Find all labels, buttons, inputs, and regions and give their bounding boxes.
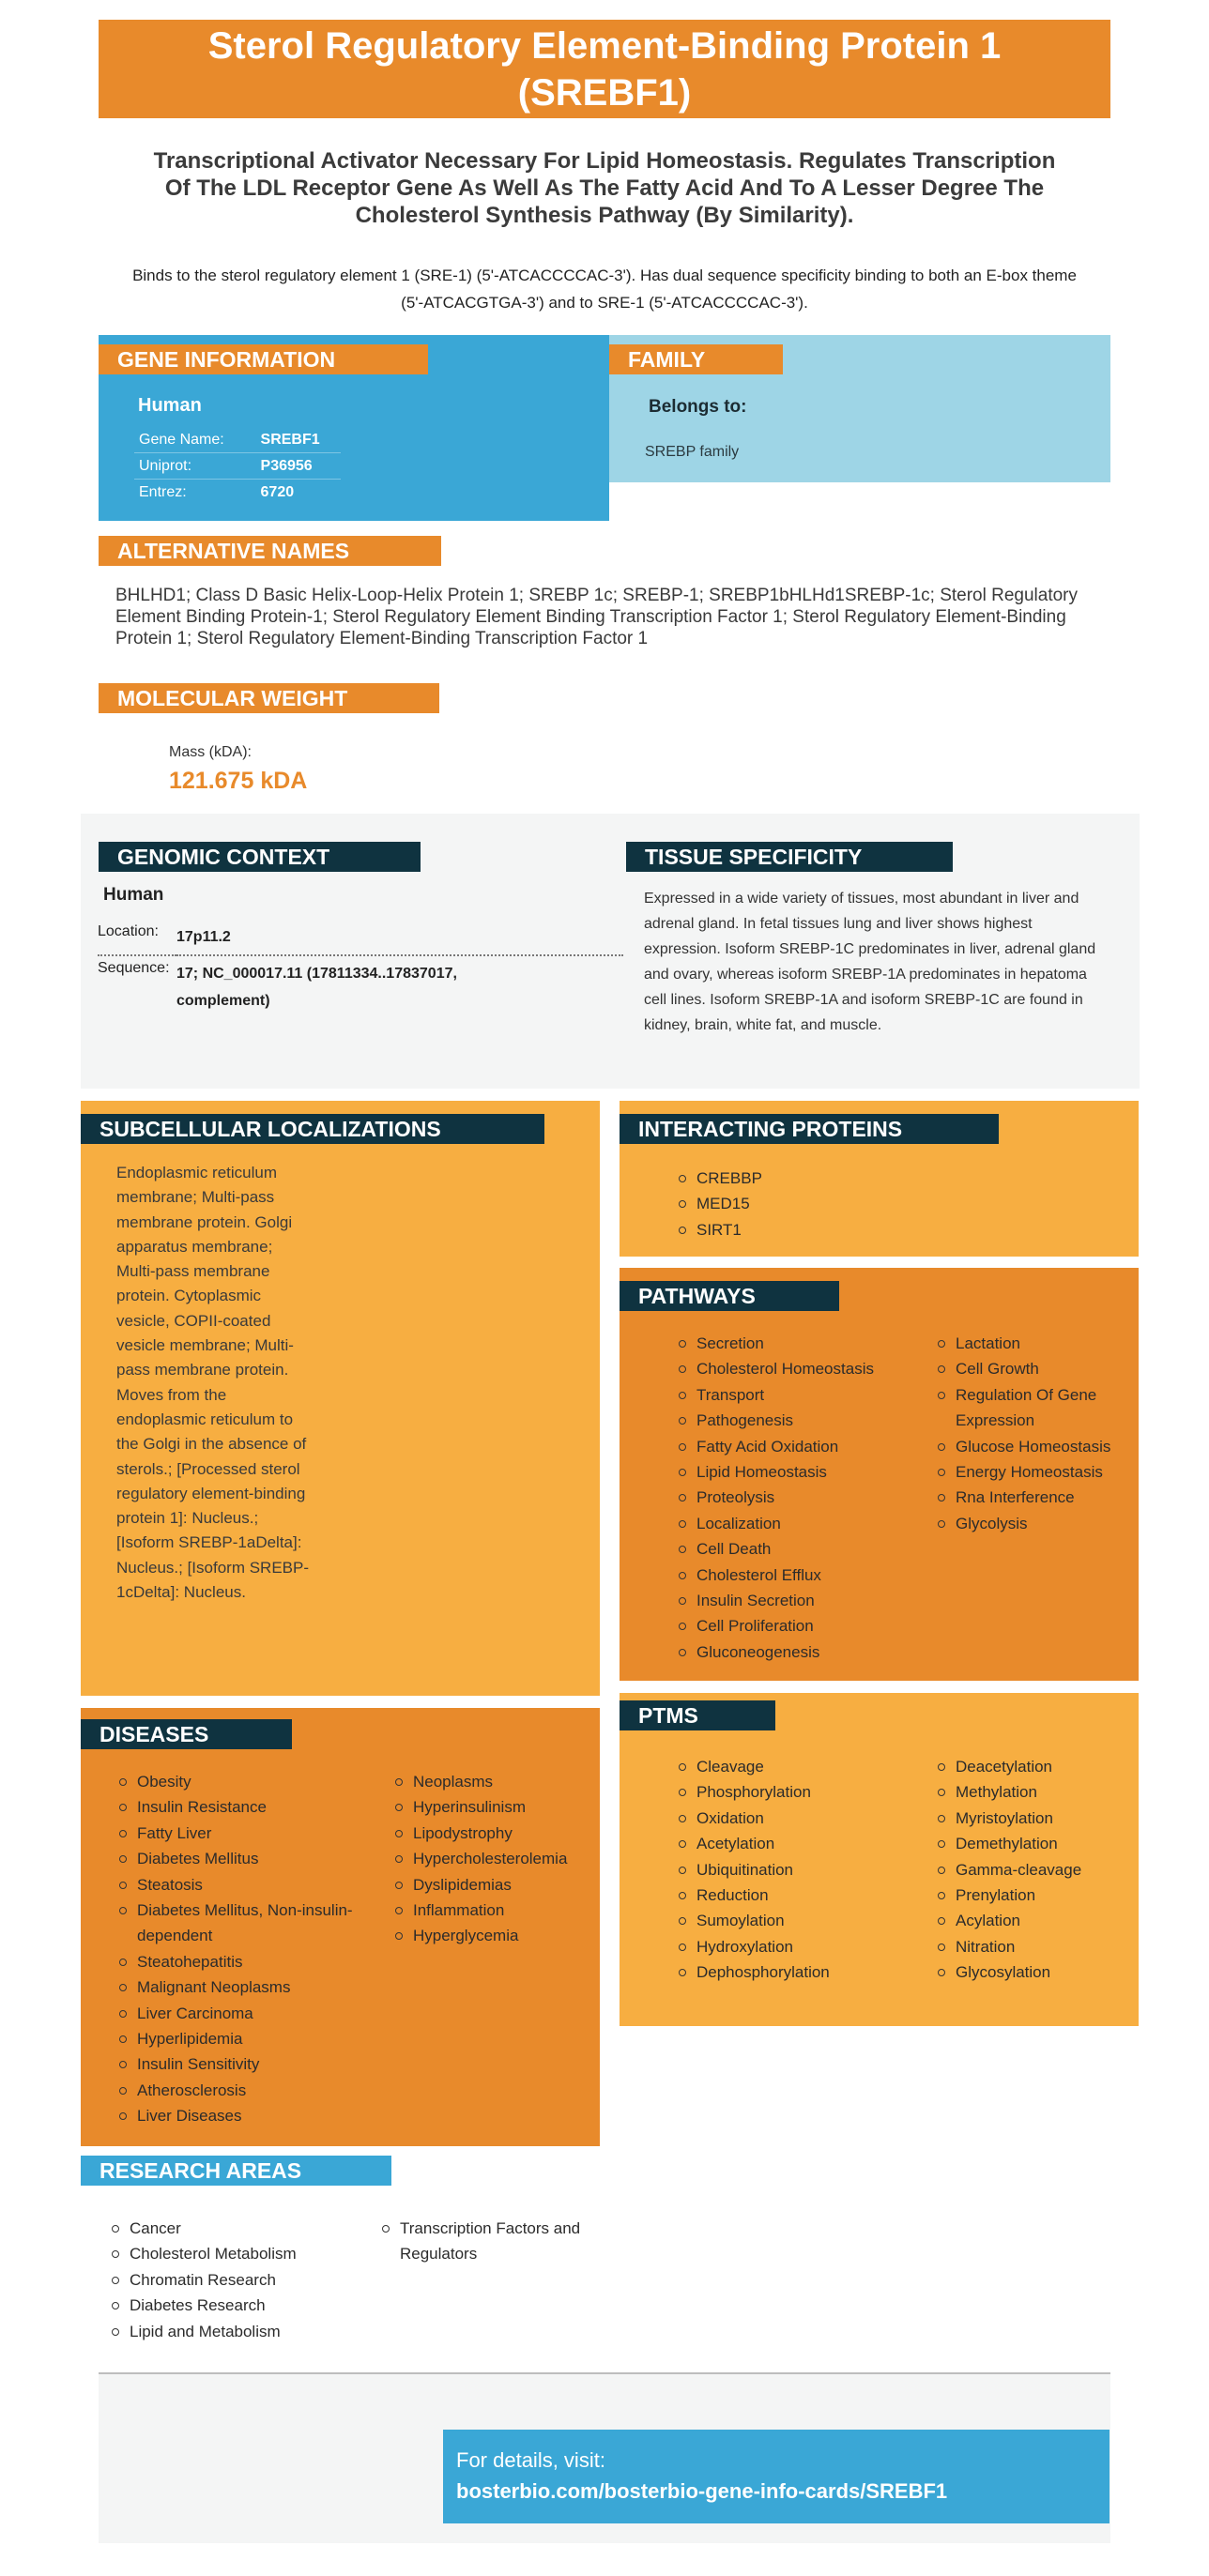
details-url-link[interactable]: bosterbio.com/bosterbio-gene-info-cards/SREBF1 xyxy=(456,2479,948,2503)
gene-organism: Human xyxy=(138,395,202,416)
list-item: Deacetylation xyxy=(935,1754,1123,1779)
tissue-specificity-text: Expressed in a wide variety of tissues, most abundant in liver and adrenal gland. In fetal tissues lung and liver shows highest expression. Isoform SREBP-1C predominates in liver, adrenal gland and ovary, whereas isoform SREBP-1A predominates in hepatoma cell lines. Isoform SREBP-1A and isoform SREBP-1C are found in kidney, brain, white fat, and muscle. xyxy=(644,891,1096,1033)
ptms-heading: PTMS xyxy=(620,1700,775,1730)
list-item: Sumoylation xyxy=(676,1908,920,1933)
list-item: Cholesterol Efflux xyxy=(676,1562,920,1588)
list-item: Insulin Sensitivity xyxy=(116,2051,356,2077)
interacting-proteins-list xyxy=(676,1166,762,1242)
list-item: Malignant Neoplasms xyxy=(116,1974,356,2000)
list-item: Insulin Secretion xyxy=(676,1588,920,1613)
list-item: Diabetes Mellitus, Non-insulin-dependent xyxy=(116,1898,356,1949)
list-item: Transcription Factors and Regulators xyxy=(379,2216,595,2267)
genomic-context-table xyxy=(98,920,623,1018)
list-item: Cell Proliferation xyxy=(676,1613,920,1639)
subcellular-localizations-card xyxy=(81,1101,600,1696)
gene-name-row xyxy=(134,427,341,453)
ptms-list-col1 xyxy=(676,1754,920,1986)
list-item: Dyslipidemias xyxy=(392,1872,594,1898)
list-item: Glycolysis xyxy=(935,1511,1123,1536)
protein-summary: Transcriptional Activator Necessary For Lipid Homeostasis. Regulates Transcription Of The LDL Receptor Gene As Well As The Fatty Acid And To A Lesser Degree The Cholesterol Synthesis Pathway (By Similarity). xyxy=(153,148,1056,228)
sequence-value: 17; NC_000017.11 (17811334..17837017, complement) xyxy=(176,966,457,1009)
alternative-names-text: BHLHD1; Class D Basic Helix-Loop-Helix Protein 1; SREBP 1c; SREBP-1; SREBP1bHLHd1SREBP-1c; Sterol Regulatory Element Binding Protein-1; Sterol Regulatory Element Binding Transcription Factor 1; Sterol Regulatory Element-Binding Protein 1; Sterol Regulatory Element-Binding Transcription Factor 1 xyxy=(115,586,1079,648)
ptms-list-col2 xyxy=(935,1754,1123,1986)
list-item: Hyperglycemia xyxy=(392,1923,594,1948)
diseases-card xyxy=(81,1708,600,2146)
family-section xyxy=(609,335,1110,482)
pathways-heading: PATHWAYS xyxy=(620,1281,839,1311)
list-item: Fatty Acid Oxidation xyxy=(676,1434,920,1459)
subcellular-localizations-text: Endoplasmic reticulum membrane; Multi-pass membrane protein. Golgi apparatus membrane; Multi-pass membrane protein. Cytoplasmic vesicle, COPII-coated vesicle membrane; Multi-pass membrane protein. Moves from the endoplasmic reticulum to the Golgi in the absence of sterols.; [Processed sterol regulatory element-binding protein 1]: Nucleus.; [Isoform SREBP-1aDelta]: Nucleus.; [Isoform SREBP-1cDelta]: Nucleus. xyxy=(116,1164,310,1602)
list-item: Cell Death xyxy=(676,1536,920,1562)
list-item: Diabetes Research xyxy=(109,2293,348,2318)
gene-info-table xyxy=(134,427,341,505)
list-item: Secretion xyxy=(676,1331,920,1356)
uniprot-row xyxy=(134,453,341,480)
list-item: Reduction xyxy=(676,1882,920,1908)
list-item: Myristoylation xyxy=(935,1806,1123,1831)
list-item: Prenylation xyxy=(935,1882,1123,1908)
list-item: Glycosylation xyxy=(935,1959,1123,1985)
list-item: MED15 xyxy=(676,1191,762,1216)
list-item: Hyperlipidemia xyxy=(116,2026,356,2051)
gene-information-section xyxy=(99,335,609,521)
list-item: CREBBP xyxy=(676,1166,762,1191)
list-item: Energy Homeostasis xyxy=(935,1459,1123,1485)
sequence-label: Sequence: xyxy=(98,960,170,976)
title-banner xyxy=(99,20,1110,118)
sequence-row xyxy=(98,955,623,1018)
diseases-list-col1 xyxy=(116,1769,356,2129)
list-item: Atherosclerosis xyxy=(116,2078,356,2103)
interacting-proteins-heading: INTERACTING PROTEINS xyxy=(620,1114,999,1144)
list-item: Transport xyxy=(676,1382,920,1408)
list-item: Acylation xyxy=(935,1908,1123,1933)
family-belongs-label: Belongs to: xyxy=(649,397,747,417)
list-item: SIRT1 xyxy=(676,1217,762,1242)
list-item: Regulation Of Gene Expression xyxy=(935,1382,1123,1434)
genomic-tissue-panel xyxy=(81,814,1140,1089)
list-item: Cleavage xyxy=(676,1754,920,1779)
details-link-box[interactable] xyxy=(443,2430,1110,2523)
pathways-card xyxy=(620,1268,1139,1681)
list-item: Steatosis xyxy=(116,1872,356,1898)
location-label: Location: xyxy=(98,920,176,955)
list-item: Glucose Homeostasis xyxy=(935,1434,1123,1459)
pathways-list-col2 xyxy=(935,1331,1123,1536)
list-item: Proteolysis xyxy=(676,1485,920,1510)
research-areas-list-col2 xyxy=(379,2216,595,2267)
location-row xyxy=(98,920,623,955)
subcellular-localizations-heading: SUBCELLULAR LOCALIZATIONS xyxy=(81,1114,544,1144)
list-item: Pathogenesis xyxy=(676,1408,920,1433)
page-title: Sterol Regulatory Element-Binding Protein 1 (SREBF1) xyxy=(207,24,1002,114)
entrez-label: Entrez: xyxy=(139,483,187,500)
list-item: Lipid Homeostasis xyxy=(676,1459,920,1485)
list-item: Hydroxylation xyxy=(676,1934,920,1959)
family-value: SREBP family xyxy=(645,444,740,460)
gene-name-value: SREBF1 xyxy=(250,427,341,453)
list-item: Nitration xyxy=(935,1934,1123,1959)
research-areas-section xyxy=(81,2156,600,2362)
list-item: Hypercholesterolemia xyxy=(392,1846,594,1871)
list-item: Liver Diseases xyxy=(116,2103,356,2128)
gene-information-heading: GENE INFORMATION xyxy=(99,344,428,374)
list-item: Neoplasms xyxy=(392,1769,594,1794)
list-item: Dephosphorylation xyxy=(676,1959,920,1985)
research-areas-list-col1 xyxy=(109,2216,348,2344)
list-item: Liver Carcinoma xyxy=(116,2001,356,2026)
list-item: Rna Interference xyxy=(935,1485,1123,1510)
list-item: Insulin Resistance xyxy=(116,1794,356,1820)
list-item: Phosphorylation xyxy=(676,1779,920,1805)
list-item: Steatohepatitis xyxy=(116,1949,356,1974)
tissue-specificity-heading: TISSUE SPECIFICITY xyxy=(626,842,953,872)
details-label: For details, visit: xyxy=(456,2448,605,2472)
list-item: Fatty Liver xyxy=(116,1821,356,1846)
alternative-names-heading: ALTERNATIVE NAMES xyxy=(99,536,441,566)
list-item: Lactation xyxy=(935,1331,1123,1356)
list-item: Cholesterol Homeostasis xyxy=(676,1356,920,1381)
list-item: Lipodystrophy xyxy=(392,1821,594,1846)
gene-name-label: Gene Name: xyxy=(134,427,250,453)
protein-description: Binds to the sterol regulatory element 1 (SRE-1) (5'-ATCACCCCAC-3'). Has dual sequence specificity binding to both an E-box theme (5'-ATCACGTGA-3') and to SRE-1 (5'-ATCACCCCAC-3'). xyxy=(132,267,1077,312)
list-item: Chromatin Research xyxy=(109,2267,348,2293)
list-item: Cholesterol Metabolism xyxy=(109,2241,348,2266)
list-item: Demethylation xyxy=(935,1831,1123,1856)
list-item: Localization xyxy=(676,1511,920,1536)
entrez-value: 6720 xyxy=(260,483,295,500)
entrez-row xyxy=(134,480,341,506)
interacting-proteins-card xyxy=(620,1101,1139,1257)
list-item: Diabetes Mellitus xyxy=(116,1846,356,1871)
list-item: Inflammation xyxy=(392,1898,594,1923)
research-areas-heading: RESEARCH AREAS xyxy=(81,2156,391,2186)
list-item: Gluconeogenesis xyxy=(676,1639,920,1665)
location-value: 17p11.2 xyxy=(176,920,623,955)
family-heading: FAMILY xyxy=(609,344,783,374)
molecular-weight-heading: MOLECULAR WEIGHT xyxy=(99,683,439,713)
list-item: Cancer xyxy=(109,2216,348,2241)
mass-value: 121.675 kDA xyxy=(169,768,308,794)
list-item: Lipid and Metabolism xyxy=(109,2319,348,2344)
list-item: Methylation xyxy=(935,1779,1123,1805)
genomic-context-heading: GENOMIC CONTEXT xyxy=(99,842,421,872)
genomic-organism: Human xyxy=(103,885,164,905)
list-item: Oxidation xyxy=(676,1806,920,1831)
list-item: Ubiquitination xyxy=(676,1857,920,1882)
diseases-list-col2 xyxy=(392,1769,594,1949)
ptms-card xyxy=(620,1693,1139,2026)
mass-label: Mass (kDA): xyxy=(169,744,252,760)
uniprot-value: P36956 xyxy=(250,453,341,480)
list-item: Cell Growth xyxy=(935,1356,1123,1381)
list-item: Obesity xyxy=(116,1769,356,1794)
list-item: Gamma-cleavage xyxy=(935,1857,1123,1882)
list-item: Hyperinsulinism xyxy=(392,1794,594,1820)
diseases-heading: DISEASES xyxy=(81,1719,292,1749)
list-item: Acetylation xyxy=(676,1831,920,1856)
uniprot-label: Uniprot: xyxy=(134,453,250,480)
pathways-list-col1 xyxy=(676,1331,920,1665)
